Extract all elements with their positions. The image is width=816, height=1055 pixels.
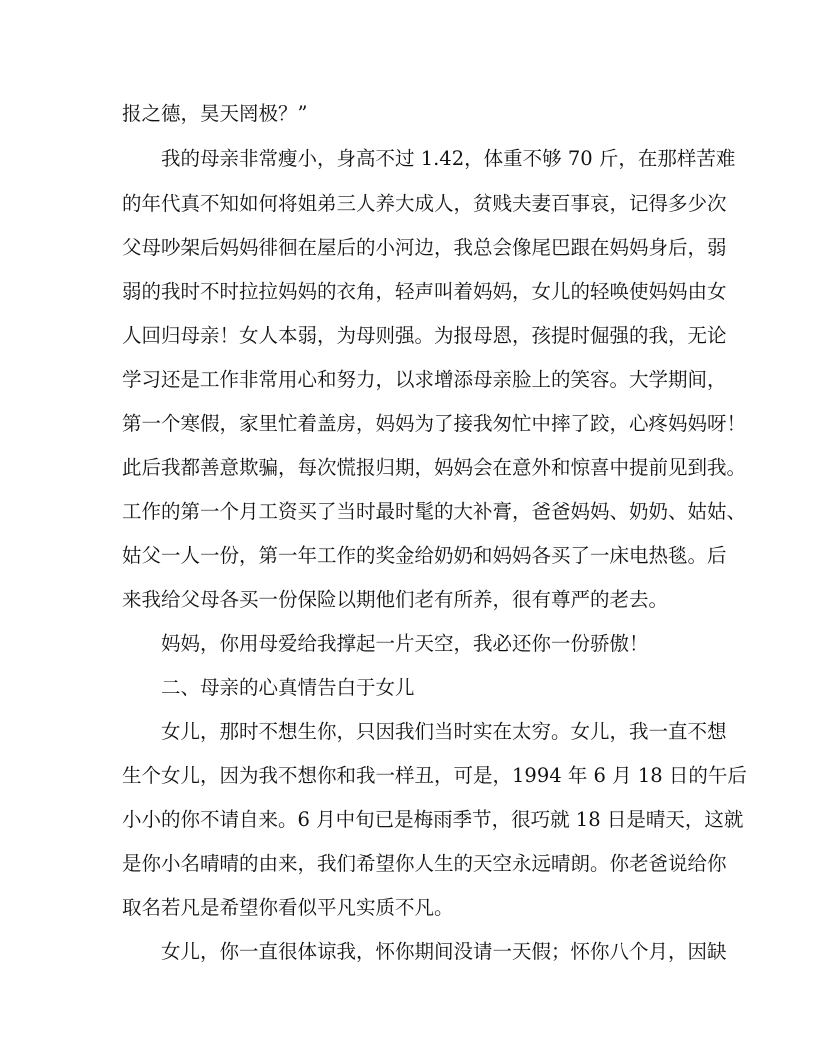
text-line bbox=[0, 230, 816, 266]
text-line bbox=[0, 626, 816, 662]
text-line bbox=[0, 890, 816, 926]
paragraph-start: 妈妈，你用母爱给我撑起一片天空，我必还你一份骄傲！ bbox=[161, 632, 649, 655]
paragraph-continuation: 是你小名晴晴的由来，我们希望你人生的天空永远晴朗。你老爸说给你 bbox=[122, 852, 727, 875]
text-line bbox=[0, 582, 816, 618]
text-line bbox=[0, 670, 816, 706]
text-line bbox=[0, 934, 816, 970]
text-line bbox=[0, 494, 816, 530]
text-line bbox=[0, 758, 816, 794]
paragraph-continuation: 姑父一人一份，第一年工作的奖金给奶奶和妈妈各买了一床电热毯。后 bbox=[122, 544, 727, 567]
text-line bbox=[0, 96, 816, 132]
text-line bbox=[0, 406, 816, 442]
paragraph-continuation: 报之德，昊天罔极？” bbox=[122, 102, 308, 125]
paragraph-continuation: 小小的你不请自来。6 月中旬已是梅雨季节，很巧就 18 日是晴天，这就 bbox=[122, 808, 744, 831]
text-line bbox=[0, 318, 816, 354]
paragraph-continuation: 父母吵架后妈妈徘徊在屋后的小河边，我总会像尾巴跟在妈妈身后，弱 bbox=[122, 236, 727, 259]
text-line bbox=[0, 538, 816, 574]
paragraph-continuation: 生个女儿，因为我不想你和我一样丑，可是，1994 年 6 月 18 日的午后 bbox=[122, 764, 747, 787]
text-line bbox=[0, 450, 816, 486]
text-line bbox=[0, 186, 816, 222]
text-line bbox=[0, 846, 816, 882]
section-heading: 二、母亲的心真情告白于女儿 bbox=[161, 676, 415, 699]
paragraph-continuation: 取名若凡是希望你看似平凡实质不凡。 bbox=[122, 896, 454, 919]
text-line bbox=[0, 714, 816, 750]
paragraph-continuation: 人回归母亲！女人本弱，为母则强。为报母恩，孩提时倔强的我，无论 bbox=[122, 324, 727, 347]
paragraph-start: 女儿，那时不想生你，只因我们当时实在太穷。女儿，我一直不想 bbox=[161, 720, 727, 743]
text-line bbox=[0, 274, 816, 310]
paragraph-continuation: 此后我都善意欺骗，每次慌报归期，妈妈会在意外和惊喜中提前见到我。 bbox=[122, 456, 747, 479]
paragraph-start: 我的母亲非常瘦小，身高不过 1.42，体重不够 70 斤，在那样苦难 bbox=[161, 147, 736, 170]
text-line bbox=[0, 362, 816, 398]
text-line bbox=[0, 141, 816, 177]
paragraph-continuation: 工作的第一个月工资买了当时最时髦的大补膏，爸爸妈妈、奶奶、姑姑、 bbox=[122, 500, 747, 523]
paragraph-continuation: 学习还是工作非常用心和努力，以求增添母亲脸上的笑容。大学期间， bbox=[122, 368, 727, 391]
paragraph-continuation: 来我给父母各买一份保险以期他们老有所养，很有尊严的老去。 bbox=[122, 588, 669, 611]
text-line bbox=[0, 802, 816, 838]
paragraph-continuation: 第一个寒假，家里忙着盖房，妈妈为了接我匆忙中摔了跤，心疼妈妈呀！ bbox=[122, 412, 747, 435]
paragraph-continuation: 弱的我时不时拉拉妈妈的衣角，轻声叫着妈妈，女儿的轻唤使妈妈由女 bbox=[122, 280, 727, 303]
paragraph-start: 女儿，你一直很体谅我，怀你期间没请一天假；怀你八个月，因缺 bbox=[161, 940, 727, 963]
paragraph-continuation: 的年代真不知如何将姐弟三人养大成人，贫贱夫妻百事哀，记得多少次 bbox=[122, 192, 727, 215]
